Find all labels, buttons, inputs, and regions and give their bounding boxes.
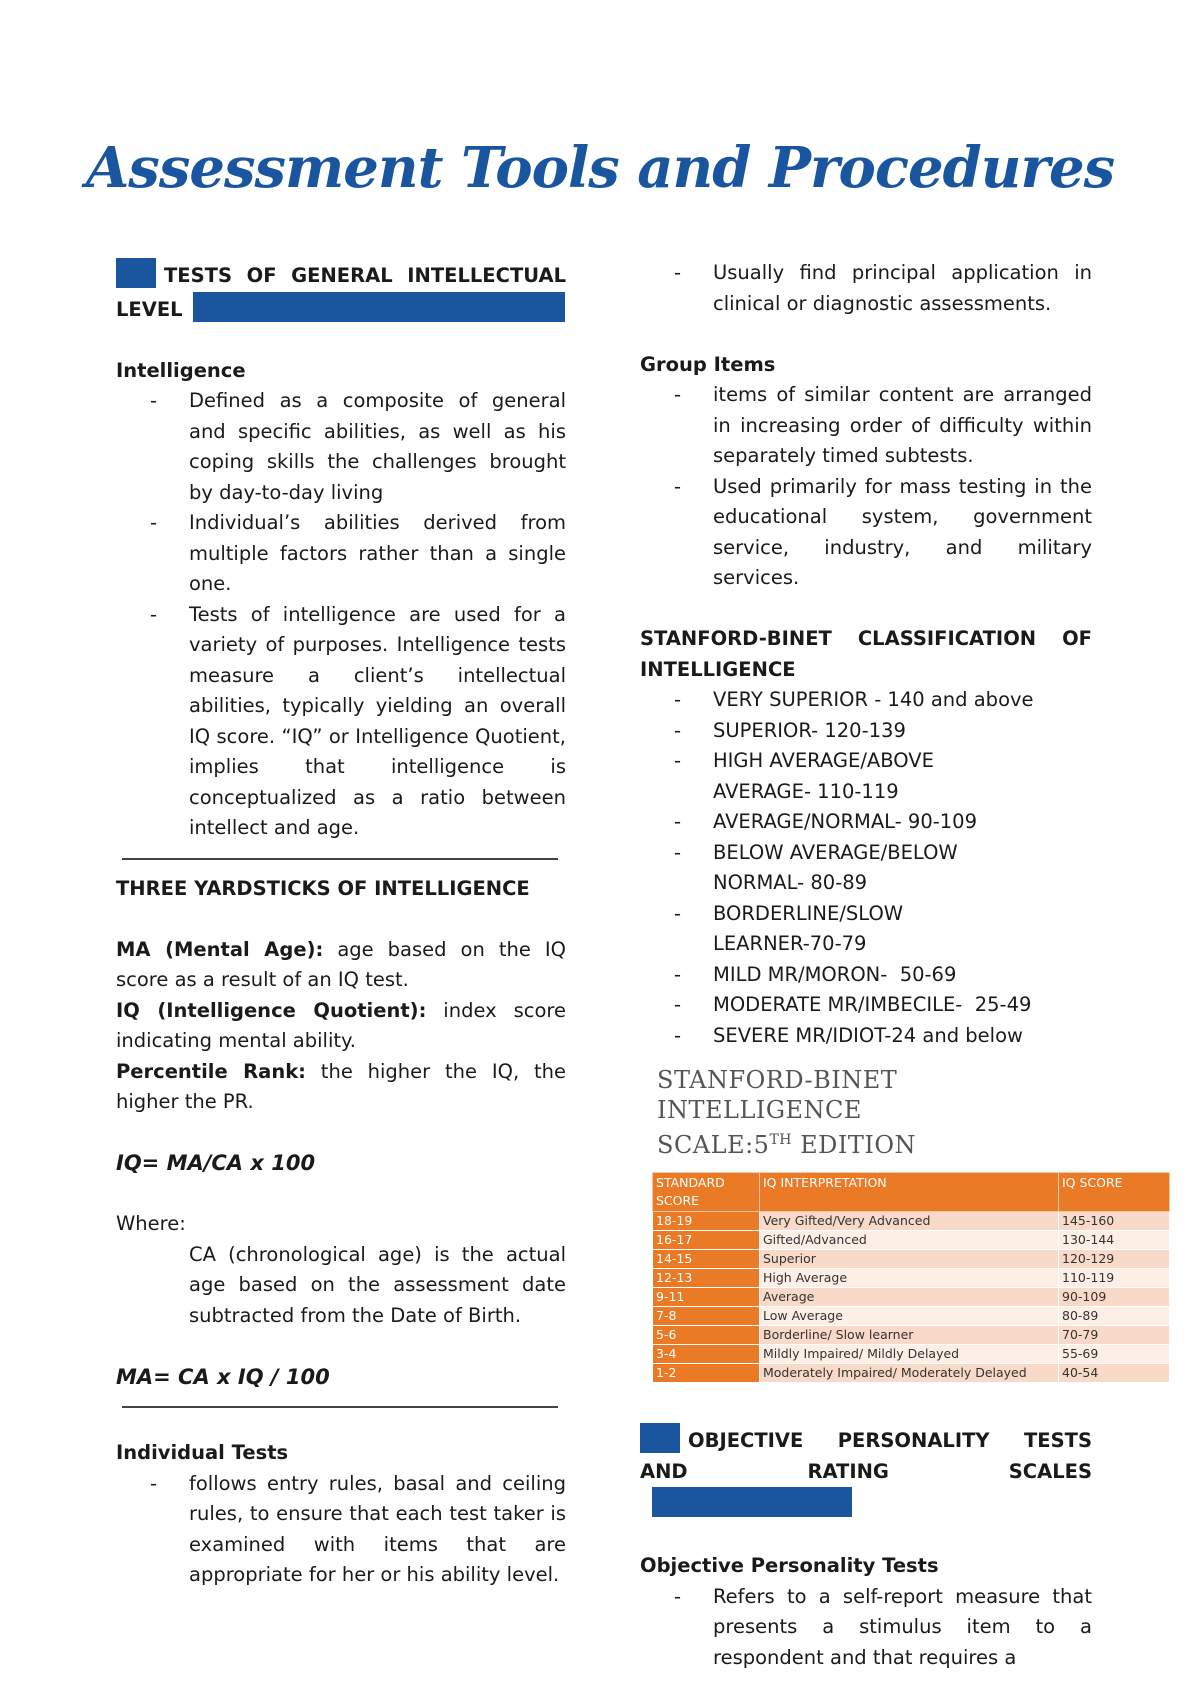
table-row <box>653 1326 1170 1345</box>
table-header: IQ SCORE <box>1059 1173 1170 1212</box>
list-item: - Defined as a composite of general and specific abilities, as well as his coping skills the challenges brought by day-to-day living <box>189 386 566 508</box>
table-header: IQ INTERPRETATION <box>760 1173 1059 1212</box>
table-cell: Moderately Impaired/ Moderately Delayed <box>760 1364 1059 1383</box>
table-cell: 120-129 <box>1059 1250 1170 1269</box>
sb-table <box>652 1172 1170 1383</box>
list-item: - SUPERIOR- 120-139 <box>713 716 1092 747</box>
pr-definition: Percentile Rank: the higher the IQ, the higher the PR. <box>116 1059 566 1113</box>
table-cell: 16-17 <box>653 1231 760 1250</box>
list-item: - MODERATE MR/IMBECILE- 25-49 <box>713 990 1092 1021</box>
ma-definition: MA (Mental Age): age based on the IQ score as a result of an IQ test. <box>116 937 566 991</box>
table-cell: 3-4 <box>653 1345 760 1364</box>
table-cell: Gifted/Advanced <box>760 1231 1059 1250</box>
table-row <box>653 1212 1170 1231</box>
table-cell: Average <box>760 1288 1059 1307</box>
table-cell: 145-160 <box>1059 1212 1170 1231</box>
heading-bar <box>652 1487 852 1517</box>
table-cell: 80-89 <box>1059 1307 1170 1326</box>
table-cell: 14-15 <box>653 1250 760 1269</box>
list-item: - Refers to a self-report measure that presents a stimulus item to a respondent and that requires a <box>713 1582 1092 1674</box>
table-cell: Low Average <box>760 1307 1059 1326</box>
iq-definition: IQ (Intelligence Quotient): index score indicating mental ability. <box>116 998 566 1052</box>
section-heading-general-intellectual: TESTS OF GENERAL INTELLECTUAL LEVEL <box>116 258 566 325</box>
list-item: - Individual’s abilities derived from multiple factors rather than a single one. <box>189 508 566 600</box>
list-item: - follows entry rules, basal and ceiling rules, to ensure that each test taker is examined with items that are appropriate for her or his ability level. <box>189 1469 566 1591</box>
table-row <box>653 1307 1170 1326</box>
table-cell: Borderline/ Slow learner <box>760 1326 1059 1345</box>
ca-definition: CA (chronological age) is the actual age based on the assessment date subtracted from the Date of Birth. <box>189 1242 566 1327</box>
table-cell: 40-54 <box>1059 1364 1170 1383</box>
table-header-row <box>653 1173 1170 1212</box>
heading-marker <box>116 258 156 288</box>
intelligence-heading: Intelligence <box>116 358 246 382</box>
list-item: - BELOW AVERAGE/BELOW NORMAL- 80-89 <box>713 838 993 899</box>
sb-table-title: STANFORD-BINET INTELLIGENCE SCALE:5TH EDITION <box>657 1066 917 1159</box>
table-row <box>653 1231 1170 1250</box>
iq-formula: IQ= MA/CA x 100 <box>116 1151 316 1175</box>
list-item: - items of similar content are arranged in increasing order of difficulty within separately timed subtests. <box>713 380 1092 472</box>
list-item: - VERY SUPERIOR - 140 and above <box>713 685 1092 716</box>
table-cell: 5-6 <box>653 1326 760 1345</box>
table-cell: 7-8 <box>653 1307 760 1326</box>
table-cell: Superior <box>760 1250 1059 1269</box>
table-cell: 18-19 <box>653 1212 760 1231</box>
sb-classification-heading: STANFORD-BINET CLASSIFICATION OF INTELLIGENCE <box>640 627 1092 681</box>
objective-tests-heading: Objective Personality Tests <box>640 1554 939 1577</box>
table-cell: 130-144 <box>1059 1231 1170 1250</box>
table-cell: 55-69 <box>1059 1345 1170 1364</box>
list-item: - HIGH AVERAGE/ABOVE AVERAGE- 110-119 <box>713 746 963 807</box>
individual-tests-list-cont <box>640 258 1092 319</box>
table-cell: 9-11 <box>653 1288 760 1307</box>
list-item: - AVERAGE/NORMAL- 90-109 <box>713 807 1092 838</box>
table-cell: 1-2 <box>653 1364 760 1383</box>
group-items-list <box>640 380 1092 594</box>
right-column <box>640 258 1123 1673</box>
list-item: - Tests of intelligence are used for a variety of purposes. Intelligence tests measure a client’s intellectual abilities, typically yielding an overall IQ score. “IQ” or Intelligence Quotient, implies that intelligence is conceptualized as a ratio between intellect and age. <box>189 600 566 844</box>
where-label: Where: <box>116 1212 186 1235</box>
individual-tests-heading: Individual Tests <box>116 1441 289 1464</box>
table-cell: 70-79 <box>1059 1326 1170 1345</box>
table-row <box>653 1269 1170 1288</box>
intelligence-list <box>116 386 566 844</box>
table-row <box>653 1250 1170 1269</box>
left-column <box>116 258 566 1591</box>
individual-tests-list <box>116 1469 566 1591</box>
table-cell: 110-119 <box>1059 1269 1170 1288</box>
table-header: STANDARD SCORE <box>653 1173 760 1212</box>
sb-classification-list <box>640 685 1092 1051</box>
page-title: Assessment Tools and Procedures <box>85 135 1115 201</box>
table-cell: Mildly Impaired/ Mildly Delayed <box>760 1345 1059 1364</box>
table-cell: 90-109 <box>1059 1288 1170 1307</box>
heading-marker <box>640 1423 680 1453</box>
objective-tests-list <box>640 1582 1092 1674</box>
divider <box>122 858 558 860</box>
list-item: - Usually find principal application in clinical or diagnostic assessments. <box>713 258 1092 319</box>
list-item: - BORDERLINE/SLOW LEARNER-70-79 <box>713 899 953 960</box>
divider <box>122 1406 558 1408</box>
group-items-heading: Group Items <box>640 352 776 376</box>
table-row <box>653 1288 1170 1307</box>
table-cell: Very Gifted/Very Advanced <box>760 1212 1059 1231</box>
section-heading-objective-personality: OBJECTIVE PERSONALITY TESTS AND RATING SCALES <box>640 1423 1092 1521</box>
table-row <box>653 1364 1170 1383</box>
heading-bar <box>193 292 565 322</box>
table-row <box>653 1345 1170 1364</box>
ma-formula: MA= CA x IQ / 100 <box>116 1364 330 1389</box>
list-item: - Used primarily for mass testing in the educational system, government service, industry, and military services. <box>713 472 1092 594</box>
list-item: - MILD MR/MORON- 50-69 <box>713 960 1092 991</box>
table-cell: 12-13 <box>653 1269 760 1288</box>
table-cell: High Average <box>760 1269 1059 1288</box>
yardsticks-heading: THREE YARDSTICKS OF INTELLIGENCE <box>116 876 530 900</box>
list-item: - SEVERE MR/IDIOT-24 and below <box>713 1021 1092 1052</box>
